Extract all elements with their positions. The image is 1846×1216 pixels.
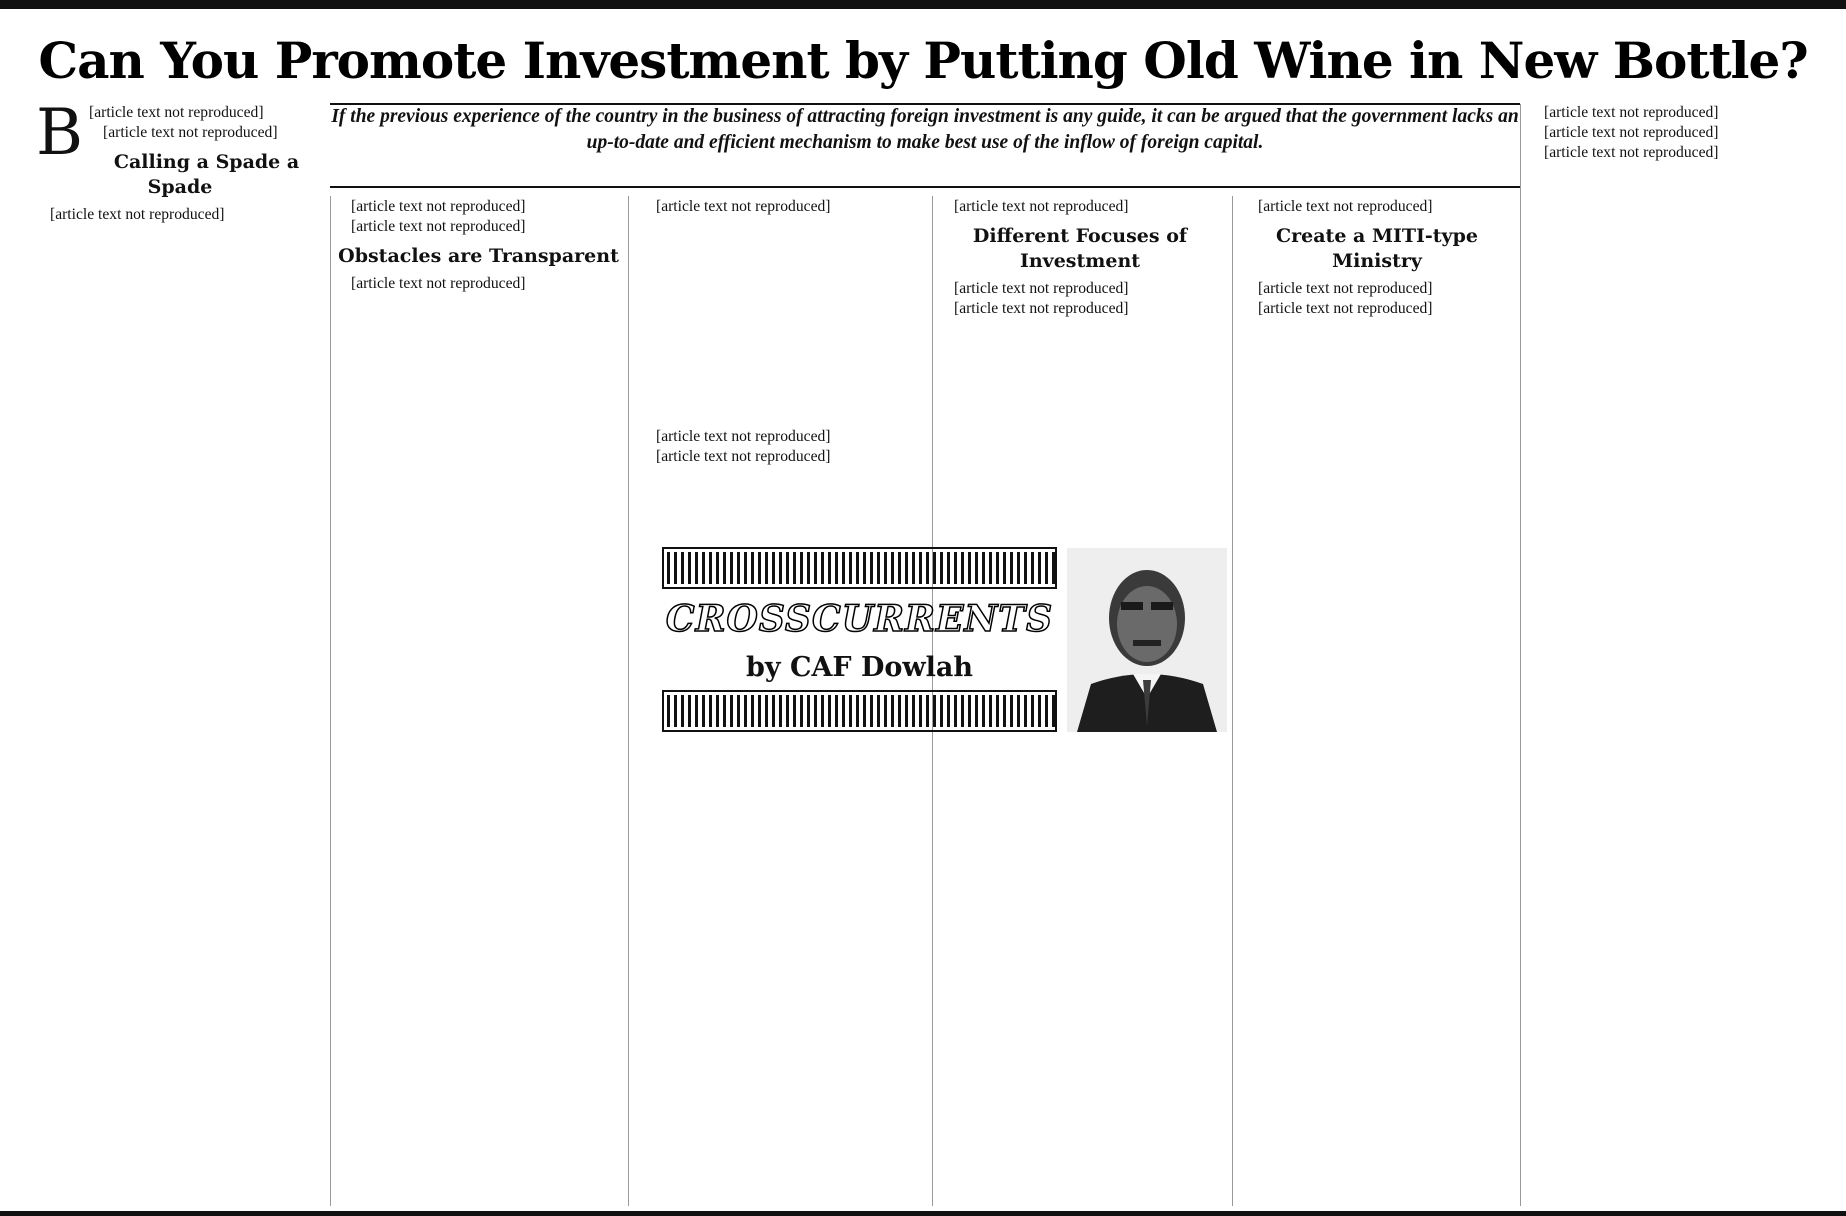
paragraph: [article text not reproduced] [351, 218, 526, 236]
column-rule [1520, 104, 1521, 1206]
paragraph: [article text not reproduced] [954, 300, 1129, 318]
column-1 [36, 96, 324, 1204]
paragraph: [article text not reproduced] [89, 104, 264, 121]
column-name: CROSSCURRENTS [665, 598, 1054, 640]
paragraph: [article text not reproduced] [351, 198, 526, 215]
column-2 [337, 198, 620, 1206]
deck-bottom-rule [330, 186, 1520, 188]
paragraph: [article text not reproduced] [1544, 144, 1719, 162]
subhead-spade: Calling a Spade a Spade [113, 151, 300, 199]
subhead-focuses: Different Focuses of Investment [972, 225, 1188, 273]
paragraph: [article text not reproduced] [50, 206, 225, 224]
paragraph: [article text not reproduced] [1544, 124, 1719, 142]
drop-cap: B [36, 96, 84, 170]
decorative-bars-bottom [662, 690, 1057, 732]
decorative-bars-top [662, 547, 1057, 589]
paragraph: [article text not reproduced] [954, 280, 1129, 298]
column-6 [1530, 104, 1816, 1206]
top-rule [0, 0, 1846, 9]
column-rule [1232, 196, 1233, 1206]
column-rule [330, 196, 331, 1206]
subhead-miti: Create a MITI-type Ministry [1276, 225, 1478, 273]
byline: by CAF Dowlah [745, 652, 974, 683]
subhead-obstacles: Obstacles are Transparent [338, 245, 619, 268]
paragraph: [article text not reproduced] [656, 448, 831, 466]
bottom-rule [0, 1211, 1846, 1216]
paragraph: [article text not reproduced] [954, 198, 1129, 215]
paragraph: [article text not reproduced] [656, 428, 831, 446]
paragraph: [article text not reproduced] [103, 124, 278, 142]
column-rule [628, 196, 629, 1206]
paragraph: [article text not reproduced] [1258, 300, 1433, 318]
paragraph: [article text not reproduced] [1258, 198, 1433, 215]
headline: Can You Promote Investment by Putting Old Wine in New Bottle? [38, 31, 1808, 90]
portrait-icon [1067, 548, 1227, 732]
column-gap [642, 218, 926, 428]
paragraph: [article text not reproduced] [351, 275, 526, 293]
paragraph: [article text not reproduced] [1544, 104, 1719, 121]
column-5 [1244, 198, 1510, 1206]
paragraph: [article text not reproduced] [656, 198, 831, 215]
author-portrait [1067, 548, 1227, 732]
paragraph: [article text not reproduced] [1258, 280, 1433, 298]
deck: If the previous experience of the country in the business of attracting foreign investment is any guide, it can be argued that the government lacks an up-to-date and efficient mechanism to make best use of the inflow of foreign capital. [331, 106, 1519, 153]
